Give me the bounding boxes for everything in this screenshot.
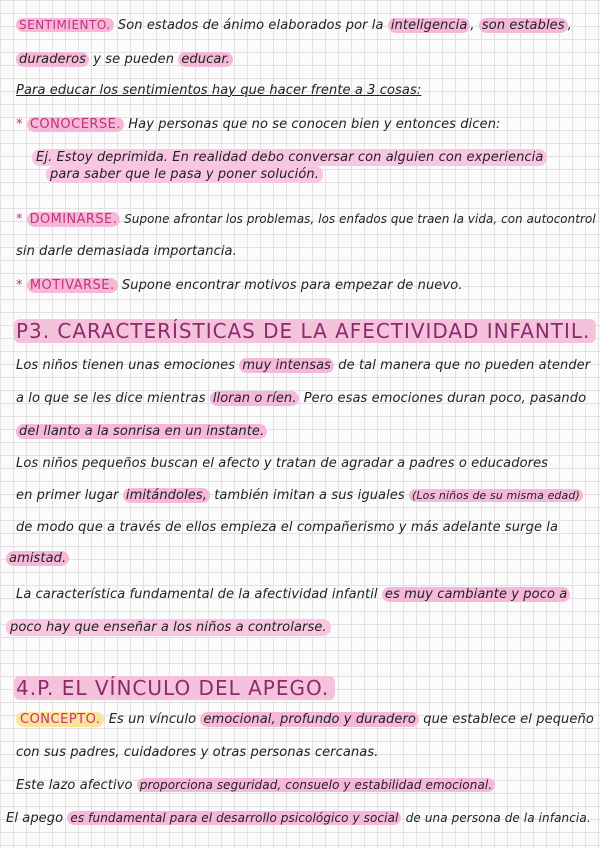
text: Los niños tienen unas emociones [16,358,236,373]
highlight-inteligencia: inteligencia [388,18,471,33]
line-padres [16,744,378,762]
heading-text: 4.P. EL VÍNCULO DEL APEGO. [14,676,335,700]
line-sentimiento [16,16,572,35]
line-dominarse [16,210,596,229]
highlight-misma-edad: (Los niños de su misma edad) [409,489,583,502]
highlight-cambiante: es muy cambiante y poco a [382,587,570,602]
line-ejemplo-2 [46,166,323,184]
star-icon: * [16,278,23,293]
star-icon: * [16,212,23,227]
text: a lo que se les dice mientras [16,391,206,406]
text: de tal manera que no pueden atender [338,358,591,373]
section-heading-4p [14,675,335,701]
highlight-controlarse: poco hay que enseñar a los niños a controlarse. [6,619,331,636]
line-duraderos [16,51,233,69]
highlight-fundamental: es fundamental para el desarrollo psicológico y social [67,811,401,825]
text: El apego [6,811,64,826]
highlight-ejemplo: Ej. Estoy deprimida. En realidad debo conversar con alguien con experiencia [32,149,547,166]
highlight-llanto: del llanto a la sonrisa en un instante. [16,424,267,439]
line-imitandoles [16,487,583,505]
line-motivarse [16,277,462,295]
line-ejemplo-1 [32,149,547,167]
text: Son estados de ánimo elaborados por la [117,18,384,33]
term-concepto: CONCEPTO. [16,712,104,727]
term-motivarse: MOTIVARSE. [27,278,118,293]
term-conocerse: CONOCERSE. [27,117,124,132]
line-para-educar [16,82,421,100]
text: de modo que a través de ellos empieza el compañerismo y más adelante surge la [16,520,559,535]
text: La característica fundamental de la afectividad infantil [16,587,378,602]
highlight-muy-intensas: muy intensas [239,358,334,373]
line-concepto [16,711,594,729]
line-companerismo [16,519,558,537]
line-pequenos [16,455,548,473]
star-icon: * [16,117,23,132]
text: Supone encontrar motivos para empezar de nuevo. [121,278,463,293]
text: también imitan a sus iguales [214,488,405,503]
text: en primer lugar [16,488,119,503]
text: que establece el pequeño [423,712,594,727]
line-controlarse [6,619,331,637]
text: y se pueden [93,52,175,67]
text: Hay personas que no se conocen bien y entonces dicen: [128,117,501,132]
highlight-seguridad: proporciona seguridad, consuelo y estabilidad emocional. [137,778,495,792]
highlight-ejemplo-cont: para saber que le pasa y poner solución. [46,166,323,183]
highlight-emocional: emocional, profundo y duradero [200,712,419,727]
line-caracteristica [16,586,570,604]
highlight-imitandoles: imitándoles, [123,488,210,503]
text: Supone afrontar los problemas, los enfados que traen la vida, con autocontrol [124,212,596,226]
text: con sus padres, cuidadores y otras personas cercanas. [16,745,379,760]
text: Para educar los sentimientos hay que hacer frente a 3 cosas: [16,83,422,98]
text: Es un vínculo [108,712,197,727]
text: Pero esas emociones duran poco, pasando [303,391,587,406]
highlight-amistad: amistad. [6,551,69,566]
heading-text: P3. CARACTERÍSTICAS DE LA AFECTIVIDAD INFANTIL. [14,319,596,343]
text: , [567,18,572,33]
highlight-duraderos: duraderos [16,52,89,67]
section-heading-p3 [14,318,596,344]
highlight-lloran: lloran o ríen. [210,391,300,406]
line-amistad [6,550,69,568]
text: Este lazo afectivo [16,778,133,793]
line-conocerse [16,116,501,134]
line-apego [6,809,591,828]
line-llanto [16,423,267,441]
line-lazo [16,776,495,795]
line-emociones [16,357,590,375]
line-sin-darle [16,243,237,261]
highlight-educar: educar. [178,52,233,67]
term-dominarse: DOMINARSE. [27,212,120,227]
text: , [470,18,475,33]
text: sin darle demasiada importancia. [16,244,237,259]
line-lloran [16,390,586,408]
text: de una persona de la infancia. [405,811,591,825]
highlight-estables: son estables [479,18,568,33]
term-sentimiento: SENTIMIENTO. [16,18,114,32]
text: Los niños pequeños buscan el afecto y tratan de agradar a padres o educadores [16,456,549,471]
